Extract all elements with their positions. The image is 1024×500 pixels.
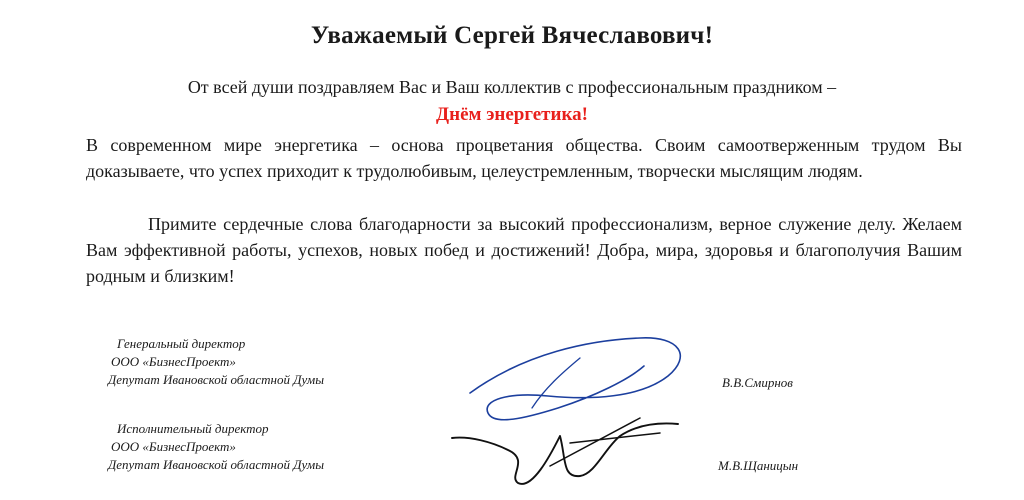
signatory-position: Депутат Ивановской областной Думы bbox=[108, 372, 325, 387]
body-paragraph-1: В современном мире энергетика – основа процветания общества. Своим самоотверженным трудом Вы доказываете, что успех приходит к трудолюбивым, целеустремленным, творчески мыслящим людям. bbox=[86, 135, 962, 181]
signatory-role: Исполнительный директор bbox=[117, 421, 269, 436]
signature-blue-stroke bbox=[470, 338, 680, 420]
signatory-block-1 bbox=[108, 335, 324, 389]
holiday-title: Днём энергетика! bbox=[436, 104, 588, 125]
signature-black-stroke bbox=[452, 424, 678, 484]
intro-line: От всей души поздравляем Вас и Ваш коллектив с профессиональным праздником – bbox=[187, 77, 837, 97]
handwritten-signatures bbox=[430, 318, 700, 498]
body-paragraph-2: Примите сердечные слова благодарности за высокий профессионализм, верное служение делу. Желаем Вам эффективной работы, успехов, новых побед и достижений! Добра, мира, здоровья и благополучия Вашим родным и близким! bbox=[86, 214, 962, 286]
signatory-name-1: В.В.Смирнов bbox=[722, 375, 793, 390]
signatory-organization: ООО «БизнесПроект» bbox=[111, 354, 236, 369]
salutation: Уважаемый Сергей Вячеславович! bbox=[310, 22, 714, 49]
signatory-position: Депутат Ивановской областной Думы bbox=[108, 457, 325, 472]
signatory-block-2 bbox=[108, 420, 324, 474]
signatory-organization: ООО «БизнесПроект» bbox=[111, 439, 236, 454]
signature-blue-loop bbox=[532, 358, 580, 408]
signatory-role: Генеральный директор bbox=[117, 336, 246, 351]
signatory-name-2: М.В.Щаницын bbox=[718, 458, 799, 473]
